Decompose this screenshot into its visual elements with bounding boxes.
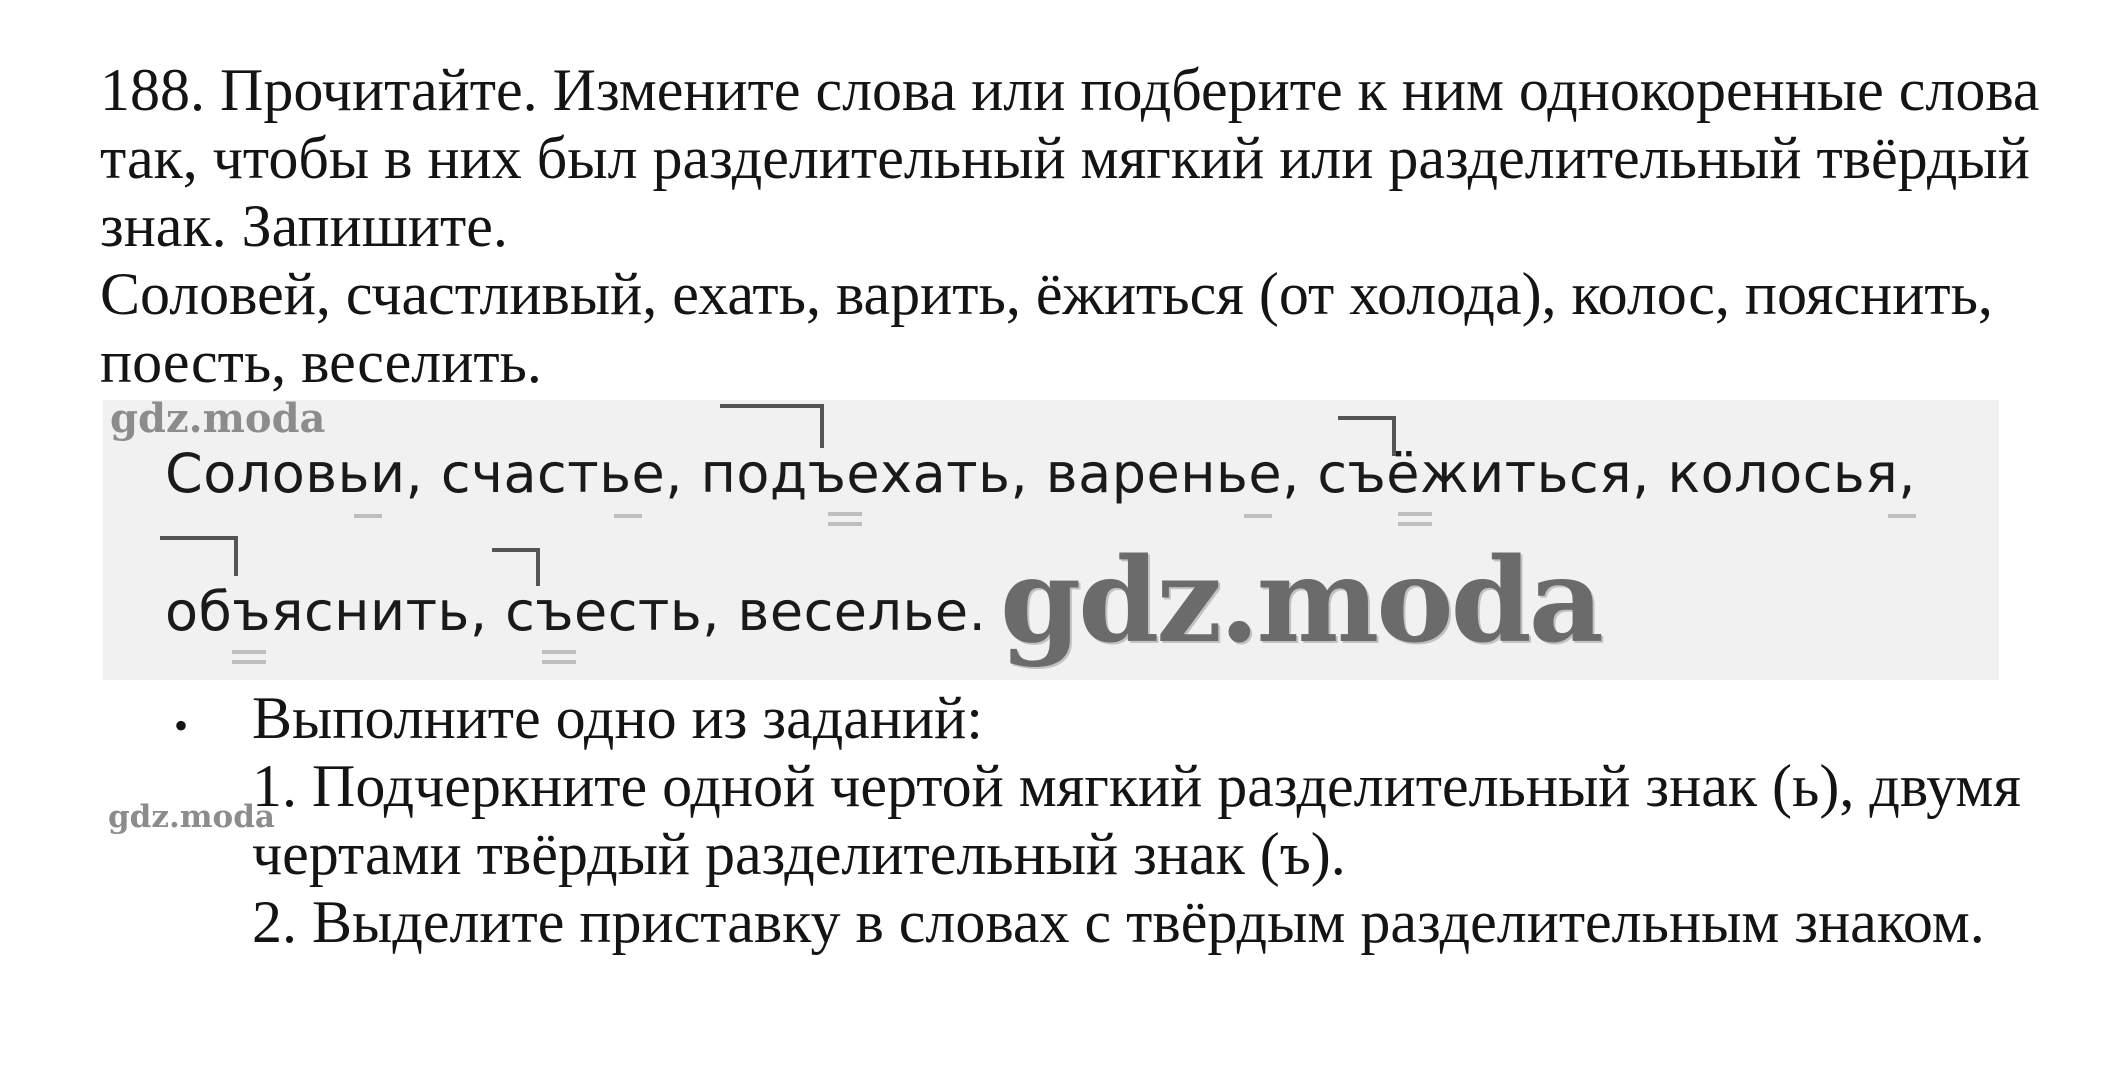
task-text: 1. Подчеркните одной чертой мягкий разделительный знак (ь), двумя bbox=[252, 753, 2021, 819]
prefix-mark bbox=[720, 406, 822, 448]
exercise-instruction-line: так, чтобы в них был разделительный мягкий или разделительный твёрдый bbox=[100, 125, 2030, 191]
task-text: 2. Выделите приставку в словах с твёрдым разделительным знаком. bbox=[252, 889, 1985, 955]
task-text: чертами твёрдый разделительный знак (ъ). bbox=[252, 821, 1346, 887]
bullet-icon: • bbox=[174, 703, 189, 748]
prefix-mark bbox=[1338, 418, 1394, 456]
tasks-intro: Выполните одно из заданий: bbox=[252, 685, 983, 751]
answer-line: Соловьи, счастье, подъехать, варенье, съёжиться, колосья, bbox=[165, 442, 1916, 505]
watermark-text: gdz.moda bbox=[110, 395, 326, 442]
answer-line: объяснить, съесть, веселье. bbox=[165, 580, 987, 643]
exercise-words-line: поесть, веселить. bbox=[100, 329, 542, 395]
watermark-text: gdz.moda bbox=[108, 799, 275, 835]
exercise-instruction-line: знак. Запишите. bbox=[100, 193, 508, 259]
prefix-mark bbox=[492, 550, 538, 586]
exercise-words-line: Соловей, счастливый, ехать, варить, ёжиться (от холода), колос, пояснить, bbox=[100, 261, 1993, 327]
exercise-title-line: 188. Прочитайте. Измените слова или подберите к ним однокоренные слова bbox=[100, 57, 2040, 123]
prefix-mark bbox=[160, 538, 236, 576]
watermark-logo: gdz.moda bbox=[1000, 533, 1601, 669]
